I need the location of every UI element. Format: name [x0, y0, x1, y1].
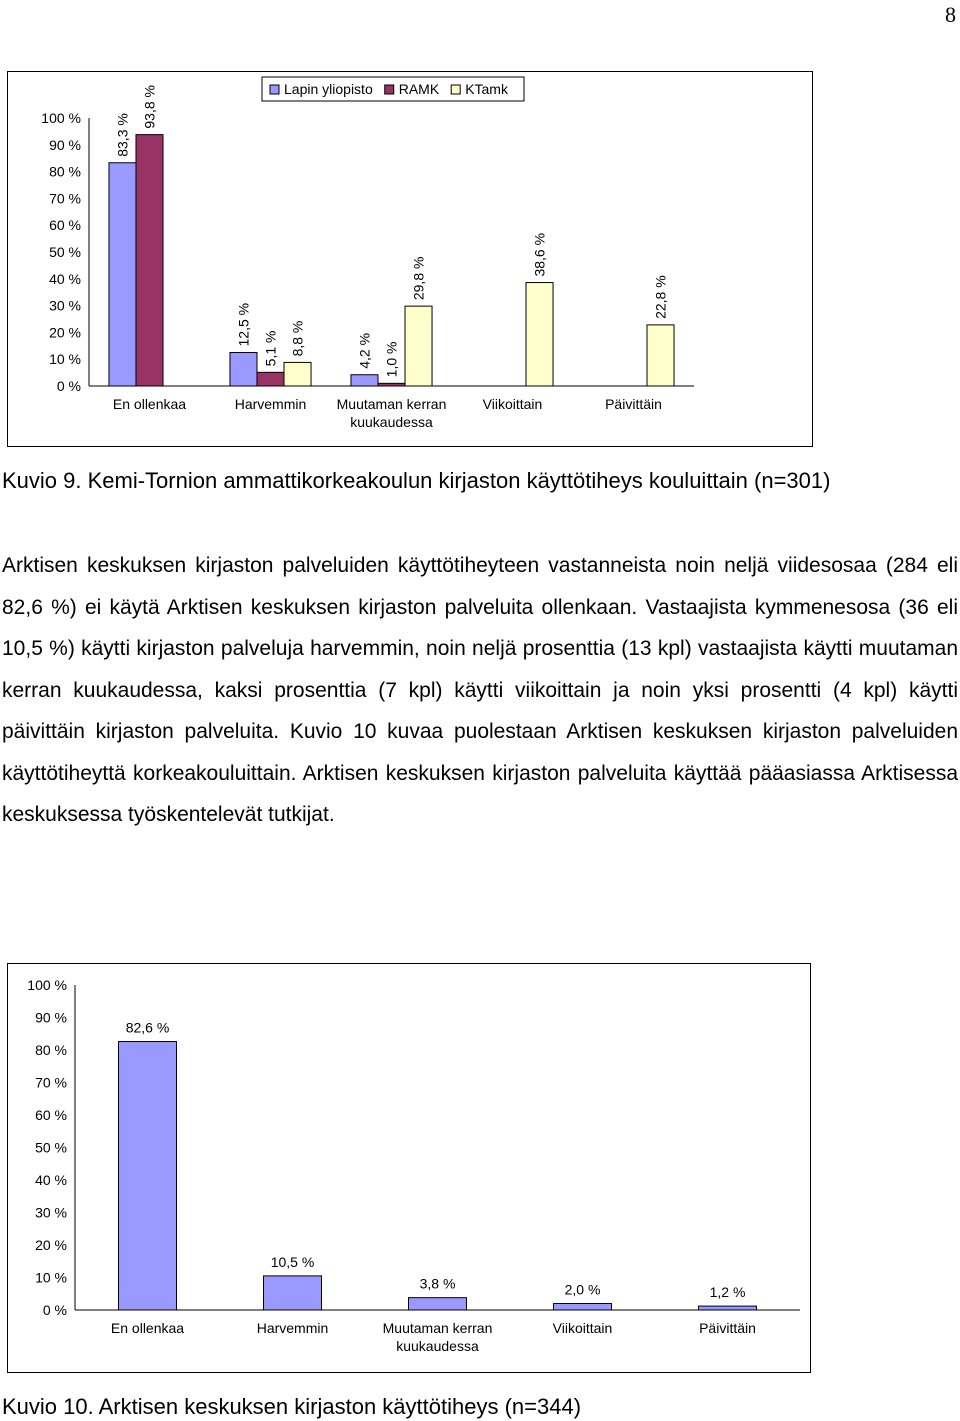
legend-swatch	[270, 85, 279, 94]
bar-ktamk	[647, 325, 674, 386]
x-category-label	[699, 1320, 756, 1336]
bar-lapin-yliopisto	[351, 375, 378, 386]
y-tick-label: 20 %	[49, 324, 81, 341]
x-category-label	[111, 1320, 184, 1336]
y-tick-label: 80 %	[35, 1042, 67, 1058]
chart-kuvio-10-svg	[8, 964, 810, 1372]
y-tick-label: 40 %	[35, 1172, 67, 1188]
y-tick-label: 30 %	[49, 297, 81, 314]
legend-label: Lapin yliopisto	[284, 81, 373, 97]
bar-ramk	[136, 135, 163, 386]
data-label: 1,0 %	[383, 341, 400, 378]
y-tick-label: 10 %	[35, 1269, 67, 1286]
data-label: 4,2 %	[356, 332, 373, 369]
x-category-label	[383, 1320, 493, 1354]
legend-label: RAMK	[398, 81, 440, 97]
x-category-label-line: Muutaman kerran	[336, 396, 447, 412]
x-category-label-line: En ollenkaa	[110, 1320, 185, 1336]
data-label: 38,6 %	[531, 232, 548, 277]
y-tick-label: 40 %	[49, 270, 81, 287]
y-tick-label: 70 %	[35, 1074, 67, 1091]
x-category-label-line: Muutaman kerran	[382, 1320, 493, 1336]
chart-kuvio-10	[7, 963, 811, 1373]
y-tick-label: 60 %	[35, 1107, 67, 1123]
chart-kuvio-9	[7, 71, 813, 447]
x-category-label-line: Harvemmin	[234, 396, 307, 412]
x-category-label	[553, 1320, 613, 1336]
x-category-label-line: kuukaudessa	[396, 1338, 479, 1354]
y-tick-label: 20 %	[35, 1237, 67, 1253]
x-category-label-line: Päivittäin	[699, 1320, 756, 1336]
data-label: 2,0 %	[564, 1281, 601, 1298]
y-tick-label: 50 %	[49, 244, 81, 260]
data-label: 5,1 %	[262, 330, 279, 367]
y-tick-label: 30 %	[35, 1204, 67, 1221]
y-tick-label: 80 %	[49, 163, 81, 180]
data-label: 8,8 %	[289, 320, 306, 357]
x-category-label-line: Viikoittain	[552, 1320, 613, 1336]
y-tick-label: 60 %	[49, 217, 81, 234]
bar-arktinen-keskus	[699, 1306, 757, 1310]
bar-arktinen-keskus	[554, 1304, 612, 1311]
x-category-label-line: kuukaudessa	[350, 414, 433, 430]
x-category-label-line: En ollenkaa	[112, 396, 187, 412]
data-label: 1,2 %	[709, 1284, 746, 1301]
y-tick-label: 50 %	[35, 1139, 67, 1156]
y-tick-label: 100 %	[41, 110, 81, 126]
legend-swatch	[385, 85, 394, 94]
figure-10-caption: Kuvio 10. Arktisen keskuksen kirjaston käyttötiheys (n=344)	[2, 1394, 582, 1419]
legend-label: KTamk	[465, 81, 508, 97]
data-label: 83,3 %	[114, 113, 131, 157]
page-number: 8	[945, 2, 956, 27]
bar-ktamk	[284, 362, 311, 386]
data-label: 93,8 %	[141, 85, 158, 129]
x-category-label-line: Päivittäin	[605, 396, 662, 412]
bar-arktinen-keskus	[409, 1298, 467, 1310]
figure-9-caption: Kuvio 9. Kemi-Tornion ammattikorkeakoulun kirjaston käyttötiheys kouluittain (n=301)	[2, 468, 831, 493]
bar-lapin-yliopisto	[230, 353, 257, 387]
x-category-label	[113, 396, 186, 412]
bar-ramk	[378, 383, 405, 386]
legend-swatch	[451, 85, 460, 94]
y-tick-label: 0 %	[56, 378, 81, 394]
data-label: 10,5 %	[270, 1253, 315, 1270]
bar-arktinen-keskus	[264, 1276, 322, 1310]
data-label: 29,8 %	[410, 256, 427, 301]
body-paragraph: Arktisen keskuksen kirjaston palveluiden käyttötiheyteen vastanneista noin neljä viidesosaa (284 eli 82,6 %) ei käytä Arktisen keskuksen kirjaston palveluita ollenkaan. Vastaajista kymmenesosa (36 eli 10,5 %) käytti kirjaston palveluja harvemmin, noin neljä prosenttia (13 kpl) vastaajista käytti muutaman kerran kuukaudessa, kaksi prosenttia (7 kpl) käytti viikoittain ja noin yksi prosentti (4 kpl) käytti päivittäin kirjaston palveluita. Kuvio 10 kuvaa puolestaan Arktisen keskuksen kirjaston palveluiden käyttötiheyttä korkeakouluittain. Arktisen keskuksen kirjaston palveluita käyttää pääasiassa Arktisessa keskuksessa työskentelevät tutkijat.	[2, 554, 958, 826]
x-category-label	[235, 396, 307, 412]
data-label: 12,5 %	[235, 302, 252, 347]
x-category-label-line: Harvemmin	[256, 1320, 329, 1336]
y-tick-label: 0 %	[42, 1302, 67, 1318]
y-tick-label: 70 %	[49, 190, 81, 207]
bar-lapin-yliopisto	[109, 163, 136, 386]
x-category-label	[483, 396, 543, 412]
y-tick-label: 10 %	[49, 351, 81, 368]
chart-kuvio-9-svg	[8, 72, 812, 446]
data-label: 82,6 %	[125, 1019, 170, 1036]
bar-ramk	[257, 372, 284, 386]
data-label: 3,8 %	[419, 1275, 456, 1292]
y-tick-label: 90 %	[35, 1009, 67, 1026]
data-label: 22,8 %	[652, 275, 669, 319]
y-tick-label: 100 %	[27, 977, 67, 993]
x-category-label	[257, 1320, 329, 1336]
y-tick-label: 90 %	[49, 136, 81, 153]
x-category-label	[605, 396, 662, 412]
x-category-label-line: Viikoittain	[482, 396, 543, 412]
x-category-label	[337, 396, 447, 430]
bar-ktamk	[405, 306, 432, 386]
bar-arktinen-keskus	[119, 1042, 177, 1310]
bar-ktamk	[526, 283, 553, 386]
